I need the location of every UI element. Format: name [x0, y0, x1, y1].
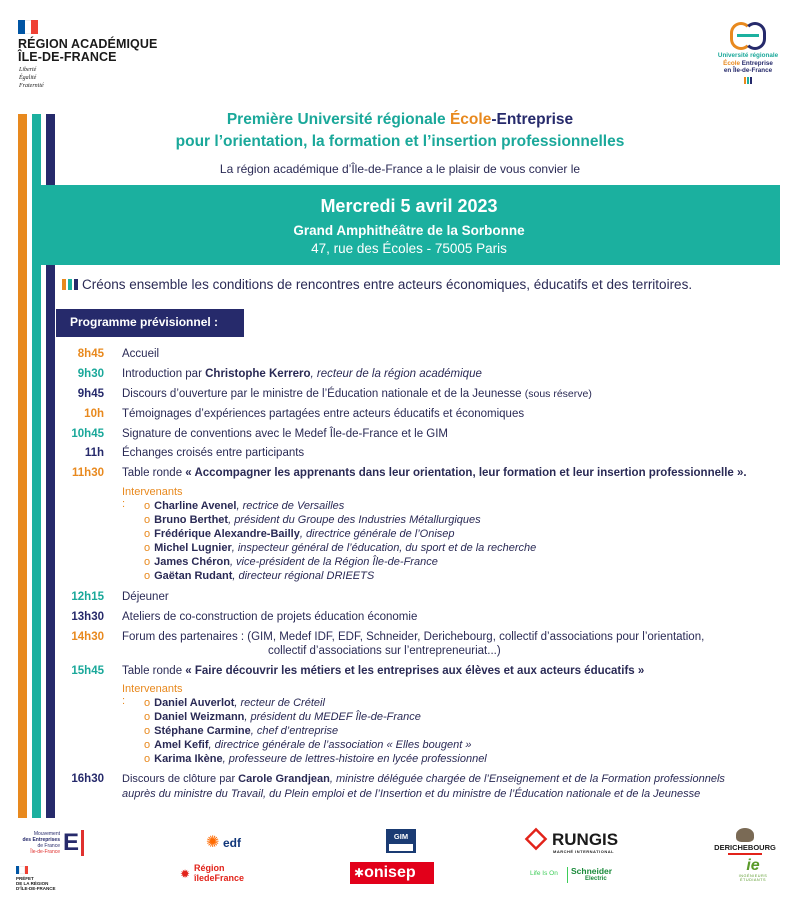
- schedule-item: Échanges croisés entre participants: [122, 447, 305, 459]
- speaker-item: o Charline Avenel, rectrice de Versailles: [144, 500, 345, 512]
- event-logo-line1: Université régionale: [717, 52, 779, 59]
- schedule-item: Témoignages d’expériences partagées entre acteurs éducatifs et économiques: [122, 408, 525, 420]
- event-banner: [38, 185, 780, 265]
- event-address: 47, rue des Écoles - 75005 Paris: [311, 241, 507, 256]
- programme-heading: Programme prévisionnel :: [56, 309, 244, 337]
- speaker-item: o Daniel Auverlot, recteur de Créteil: [144, 697, 325, 709]
- event-logo-bars: [706, 77, 790, 84]
- schedule-item: Ateliers de co-construction de projets éducation économie: [122, 611, 418, 623]
- gim-logo: GIM: [386, 829, 416, 853]
- derichebourg-mark-icon: [736, 828, 754, 842]
- speakers-heading: Intervenants :: [122, 683, 183, 707]
- schedule-item: Table ronde « Accompagner les apprenants dans leur orientation, leur formation et leur insertion professionnelle ».: [122, 467, 747, 479]
- republique-flag-icon: [18, 20, 38, 34]
- decor-bar-orange: [18, 114, 27, 818]
- time-slot: 15h45: [71, 665, 104, 677]
- time-slot: 12h15: [71, 591, 104, 603]
- time-slot: 10h: [84, 408, 104, 420]
- medef-logo: Mouvement des Entreprises de France Île-de-France E: [16, 830, 88, 862]
- motto-fraternite: Fraternité: [19, 83, 44, 89]
- time-slot: 8h45: [77, 348, 104, 360]
- edf-sun-icon: ✺: [206, 834, 220, 851]
- speaker-item: o Daniel Weizmann, président du MEDEF Île-de-France: [144, 711, 421, 723]
- event-title-line2: pour l’orientation, la formation et l’insertion professionnelles: [175, 133, 625, 150]
- prefet-logo: PRÉFET DE LA RÉGION D’ÎLE-DE-FRANCE: [16, 866, 76, 892]
- onisep-logo: ✱onisep: [350, 862, 434, 884]
- region-name-line1: RÉGION ACADÉMIQUE: [18, 37, 158, 51]
- schedule-item: Discours d’ouverture par le ministre de l’Éducation nationale et de la Jeunesse (sous réserve): [122, 388, 592, 400]
- onisep-star-icon: ✱: [354, 866, 365, 880]
- region-idf-logo: ✹ Région îledeFrance: [180, 863, 245, 883]
- region-name-line2: ÎLE-DE-FRANCE: [18, 50, 117, 64]
- schedule-item: Forum des partenaires : (GIM, Medef IDF, EDF, Schneider, Derichebourg, collectif d’associations pour l’orientation,: [122, 631, 705, 643]
- time-slot: 9h30: [77, 368, 104, 380]
- time-slot: 16h30: [71, 773, 104, 785]
- event-title-line1: Première Université régionale École-Entreprise: [226, 111, 574, 128]
- invitation-text: La région académique d’Île-de-France a le plaisir de vous convier le: [219, 162, 581, 176]
- speaker-item: o Bruno Berthet, président du Groupe des Industries Métallurgiques: [144, 514, 481, 526]
- event-logo-line3: en Île-de-France: [723, 67, 773, 74]
- time-slot: 11h30: [72, 467, 104, 479]
- region-star-icon: ✹: [180, 867, 191, 881]
- time-slot: 14h30: [71, 631, 104, 643]
- speaker-item: o Michel Lugnier, inspecteur général de l’éducation, du sport et de la recherche: [144, 542, 537, 554]
- event-logo-line2: École Entreprise: [723, 59, 773, 67]
- event-logo-mark-icon: [730, 22, 766, 52]
- ie-logo: ie INGÉNIEURS ÉTUDIANTS: [738, 857, 768, 882]
- schedule-item: Signature de conventions avec le Medef Île-de-France et le GIM: [122, 428, 449, 440]
- rungis-diamond-icon: [525, 828, 548, 851]
- time-slot: 13h30: [71, 611, 104, 623]
- schedule-item: Déjeuner: [122, 591, 169, 603]
- schedule-item-continued: auprès du ministre du Travail, du Plein emploi et de l’Insertion et du ministre de l’Éducation nationale et de la Jeunesse: [122, 788, 701, 800]
- time-slot: 10h45: [71, 428, 104, 440]
- schedule-item: Discours de clôture par Carole Grandjean, ministre déléguée chargée de l’Enseignement et de la Formation professionnels: [122, 773, 725, 785]
- time-slot: 9h45: [77, 388, 104, 400]
- tagline-bars-icon: [62, 279, 78, 290]
- schedule-item: Accueil: [122, 348, 160, 360]
- tagline: Créons ensemble les conditions de rencontres entre acteurs économiques, éducatifs et des territoires.: [62, 277, 692, 292]
- speaker-item: o Stéphane Carmine, chef d’entreprise: [144, 725, 339, 737]
- speaker-item: o Frédérique Alexandre-Bailly, directrice générale de l’Onisep: [144, 528, 455, 540]
- speaker-item: o Karima Ikène, professeure de lettres-histoire en lycée professionnel: [144, 753, 487, 765]
- republique-flag-icon: [16, 866, 28, 874]
- event-venue: Grand Amphithéâtre de la Sorbonne: [293, 223, 525, 238]
- event-logo: [706, 22, 790, 92]
- schedule-item-continued: collectif d’associations sur l’entrepreneuriat...): [268, 645, 501, 657]
- time-slot: 11h: [84, 447, 104, 459]
- motto-egalite: Égalité: [19, 75, 37, 81]
- schneider-logo: Life Is On Schneider Electric: [530, 866, 613, 882]
- motto-liberte: Liberté: [19, 67, 37, 73]
- schedule-item: Introduction par Christophe Kerrero, recteur de la région académique: [122, 368, 482, 380]
- edf-logo: ✺ edf: [206, 834, 241, 851]
- speaker-item: o Amel Kefif, directrice générale de l’association « Elles bougent »: [144, 739, 472, 751]
- speaker-item: o Gaëtan Rudant, directeur régional DRIEETS: [144, 570, 375, 582]
- event-date: Mercredi 5 avril 2023: [320, 196, 498, 216]
- schedule-item: Table ronde « Faire découvrir les métiers et les entreprises aux élèves et aux acteurs éducatifs »: [122, 665, 645, 677]
- speaker-item: o James Chéron, vice-président de la Région Île-de-France: [144, 556, 438, 568]
- rungis-logo: RUNGIS MARCHÉ INTERNATIONAL: [526, 829, 622, 855]
- derichebourg-logo: DERICHEBOURG: [712, 828, 778, 854]
- speakers-heading: Intervenants :: [122, 486, 183, 510]
